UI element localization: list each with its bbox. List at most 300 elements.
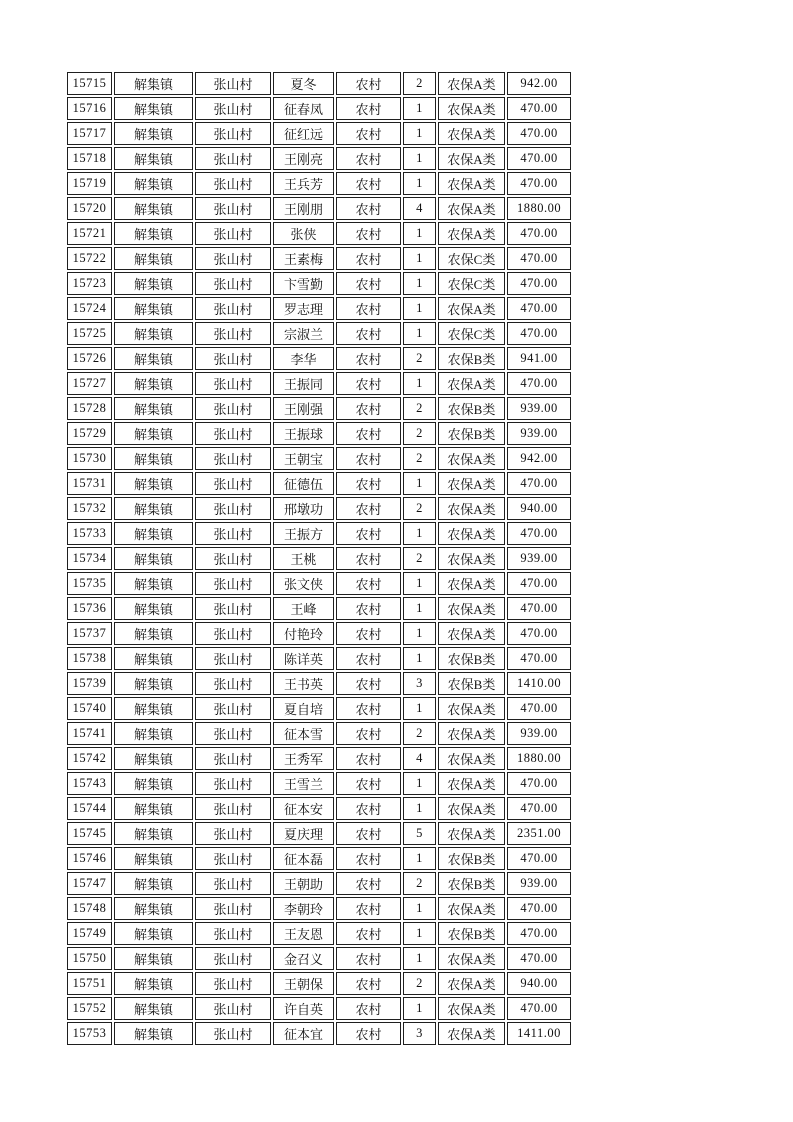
town-cell: 解集镇 xyxy=(114,72,193,95)
record-id-cell: 15753 xyxy=(67,1022,112,1045)
count-cell: 2 xyxy=(403,347,436,370)
amount-cell: 939.00 xyxy=(507,722,571,745)
amount-cell: 940.00 xyxy=(507,972,571,995)
count-cell: 1 xyxy=(403,322,436,345)
insurance-type-cell: 农保A类 xyxy=(438,222,505,245)
table-row xyxy=(67,547,571,570)
amount-cell: 470.00 xyxy=(507,772,571,795)
category-cell: 农村 xyxy=(336,472,401,495)
count-cell: 4 xyxy=(403,197,436,220)
village-cell: 张山村 xyxy=(195,597,271,620)
amount-cell: 1880.00 xyxy=(507,747,571,770)
count-cell: 1 xyxy=(403,922,436,945)
village-cell: 张山村 xyxy=(195,372,271,395)
record-id-cell: 15736 xyxy=(67,597,112,620)
amount-cell: 939.00 xyxy=(507,422,571,445)
town-cell: 解集镇 xyxy=(114,822,193,845)
village-cell: 张山村 xyxy=(195,922,271,945)
name-cell: 王桃 xyxy=(273,547,334,570)
count-cell: 1 xyxy=(403,947,436,970)
name-cell: 王素梅 xyxy=(273,247,334,270)
insurance-type-cell: 农保B类 xyxy=(438,347,505,370)
village-cell: 张山村 xyxy=(195,172,271,195)
village-cell: 张山村 xyxy=(195,97,271,120)
insurance-type-cell: 农保C类 xyxy=(438,272,505,295)
village-cell: 张山村 xyxy=(195,547,271,570)
town-cell: 解集镇 xyxy=(114,422,193,445)
name-cell: 邢墩功 xyxy=(273,497,334,520)
name-cell: 李朝玲 xyxy=(273,897,334,920)
category-cell: 农村 xyxy=(336,172,401,195)
amount-cell: 941.00 xyxy=(507,347,571,370)
town-cell: 解集镇 xyxy=(114,722,193,745)
name-cell: 王友恩 xyxy=(273,922,334,945)
town-cell: 解集镇 xyxy=(114,147,193,170)
name-cell: 征德伍 xyxy=(273,472,334,495)
insurance-type-cell: 农保A类 xyxy=(438,697,505,720)
insurance-type-cell: 农保A类 xyxy=(438,372,505,395)
town-cell: 解集镇 xyxy=(114,997,193,1020)
town-cell: 解集镇 xyxy=(114,397,193,420)
insurance-type-cell: 农保A类 xyxy=(438,772,505,795)
town-cell: 解集镇 xyxy=(114,372,193,395)
table-row xyxy=(67,522,571,545)
insurance-type-cell: 农保B类 xyxy=(438,397,505,420)
town-cell: 解集镇 xyxy=(114,447,193,470)
village-cell: 张山村 xyxy=(195,847,271,870)
town-cell: 解集镇 xyxy=(114,197,193,220)
table-row xyxy=(67,497,571,520)
town-cell: 解集镇 xyxy=(114,522,193,545)
insurance-type-cell: 农保A类 xyxy=(438,572,505,595)
insurance-type-cell: 农保A类 xyxy=(438,172,505,195)
village-cell: 张山村 xyxy=(195,972,271,995)
insurance-type-cell: 农保A类 xyxy=(438,447,505,470)
town-cell: 解集镇 xyxy=(114,947,193,970)
name-cell: 夏庆理 xyxy=(273,822,334,845)
amount-cell: 939.00 xyxy=(507,872,571,895)
village-cell: 张山村 xyxy=(195,822,271,845)
amount-cell: 470.00 xyxy=(507,522,571,545)
record-id-cell: 15724 xyxy=(67,297,112,320)
village-cell: 张山村 xyxy=(195,297,271,320)
record-id-cell: 15722 xyxy=(67,247,112,270)
table-row xyxy=(67,672,571,695)
category-cell: 农村 xyxy=(336,422,401,445)
record-id-cell: 15731 xyxy=(67,472,112,495)
record-id-cell: 15737 xyxy=(67,622,112,645)
name-cell: 王雪兰 xyxy=(273,772,334,795)
town-cell: 解集镇 xyxy=(114,647,193,670)
category-cell: 农村 xyxy=(336,247,401,270)
count-cell: 2 xyxy=(403,972,436,995)
name-cell: 王朝保 xyxy=(273,972,334,995)
amount-cell: 470.00 xyxy=(507,247,571,270)
count-cell: 1 xyxy=(403,572,436,595)
category-cell: 农村 xyxy=(336,122,401,145)
town-cell: 解集镇 xyxy=(114,472,193,495)
record-id-cell: 15748 xyxy=(67,897,112,920)
record-id-cell: 15738 xyxy=(67,647,112,670)
count-cell: 1 xyxy=(403,847,436,870)
amount-cell: 470.00 xyxy=(507,922,571,945)
name-cell: 张侠 xyxy=(273,222,334,245)
village-cell: 张山村 xyxy=(195,1022,271,1045)
amount-cell: 939.00 xyxy=(507,547,571,570)
name-cell: 付艳玲 xyxy=(273,622,334,645)
record-id-cell: 15729 xyxy=(67,422,112,445)
insurance-type-cell: 农保C类 xyxy=(438,322,505,345)
category-cell: 农村 xyxy=(336,647,401,670)
count-cell: 1 xyxy=(403,597,436,620)
table-row xyxy=(67,572,571,595)
name-cell: 卞雪勤 xyxy=(273,272,334,295)
insurance-type-cell: 农保C类 xyxy=(438,247,505,270)
category-cell: 农村 xyxy=(336,797,401,820)
table-row xyxy=(67,722,571,745)
amount-cell: 470.00 xyxy=(507,847,571,870)
category-cell: 农村 xyxy=(336,497,401,520)
town-cell: 解集镇 xyxy=(114,497,193,520)
name-cell: 王振同 xyxy=(273,372,334,395)
table-row xyxy=(67,272,571,295)
insurance-type-cell: 农保B类 xyxy=(438,872,505,895)
table-row xyxy=(67,247,571,270)
record-id-cell: 15741 xyxy=(67,722,112,745)
record-id-cell: 15725 xyxy=(67,322,112,345)
town-cell: 解集镇 xyxy=(114,897,193,920)
record-id-cell: 15749 xyxy=(67,922,112,945)
amount-cell: 470.00 xyxy=(507,947,571,970)
town-cell: 解集镇 xyxy=(114,622,193,645)
category-cell: 农村 xyxy=(336,572,401,595)
insurance-type-cell: 农保A类 xyxy=(438,1022,505,1045)
table-row xyxy=(67,422,571,445)
name-cell: 征本安 xyxy=(273,797,334,820)
table-row xyxy=(67,872,571,895)
amount-cell: 470.00 xyxy=(507,647,571,670)
record-id-cell: 15745 xyxy=(67,822,112,845)
category-cell: 农村 xyxy=(336,272,401,295)
count-cell: 1 xyxy=(403,522,436,545)
amount-cell: 942.00 xyxy=(507,447,571,470)
village-cell: 张山村 xyxy=(195,247,271,270)
count-cell: 3 xyxy=(403,672,436,695)
table-row xyxy=(67,397,571,420)
count-cell: 2 xyxy=(403,447,436,470)
record-id-cell: 15718 xyxy=(67,147,112,170)
town-cell: 解集镇 xyxy=(114,1022,193,1045)
category-cell: 农村 xyxy=(336,597,401,620)
table-row xyxy=(67,172,571,195)
count-cell: 1 xyxy=(403,697,436,720)
amount-cell: 1411.00 xyxy=(507,1022,571,1045)
town-cell: 解集镇 xyxy=(114,347,193,370)
count-cell: 1 xyxy=(403,147,436,170)
amount-cell: 2351.00 xyxy=(507,822,571,845)
town-cell: 解集镇 xyxy=(114,547,193,570)
name-cell: 许自英 xyxy=(273,997,334,1020)
town-cell: 解集镇 xyxy=(114,572,193,595)
amount-cell: 470.00 xyxy=(507,997,571,1020)
category-cell: 农村 xyxy=(336,1022,401,1045)
village-cell: 张山村 xyxy=(195,322,271,345)
name-cell: 征春凤 xyxy=(273,97,334,120)
town-cell: 解集镇 xyxy=(114,297,193,320)
table-row xyxy=(67,447,571,470)
amount-cell: 470.00 xyxy=(507,897,571,920)
amount-cell: 939.00 xyxy=(507,397,571,420)
table-row xyxy=(67,822,571,845)
insurance-type-cell: 农保A类 xyxy=(438,822,505,845)
village-cell: 张山村 xyxy=(195,672,271,695)
village-cell: 张山村 xyxy=(195,947,271,970)
village-cell: 张山村 xyxy=(195,472,271,495)
record-id-cell: 15743 xyxy=(67,772,112,795)
category-cell: 农村 xyxy=(336,72,401,95)
town-cell: 解集镇 xyxy=(114,847,193,870)
amount-cell: 470.00 xyxy=(507,97,571,120)
count-cell: 3 xyxy=(403,1022,436,1045)
insurance-type-cell: 农保A类 xyxy=(438,522,505,545)
amount-cell: 470.00 xyxy=(507,472,571,495)
village-cell: 张山村 xyxy=(195,147,271,170)
count-cell: 2 xyxy=(403,722,436,745)
amount-cell: 470.00 xyxy=(507,122,571,145)
category-cell: 农村 xyxy=(336,447,401,470)
name-cell: 王朝宝 xyxy=(273,447,334,470)
amount-cell: 940.00 xyxy=(507,497,571,520)
town-cell: 解集镇 xyxy=(114,697,193,720)
village-cell: 张山村 xyxy=(195,522,271,545)
amount-cell: 470.00 xyxy=(507,322,571,345)
village-cell: 张山村 xyxy=(195,622,271,645)
count-cell: 5 xyxy=(403,822,436,845)
insurance-type-cell: 农保A类 xyxy=(438,147,505,170)
count-cell: 2 xyxy=(403,497,436,520)
insurance-type-cell: 农保A类 xyxy=(438,72,505,95)
count-cell: 1 xyxy=(403,222,436,245)
amount-cell: 942.00 xyxy=(507,72,571,95)
record-id-cell: 15733 xyxy=(67,522,112,545)
category-cell: 农村 xyxy=(336,372,401,395)
count-cell: 1 xyxy=(403,797,436,820)
record-id-cell: 15740 xyxy=(67,697,112,720)
village-cell: 张山村 xyxy=(195,797,271,820)
insurance-type-cell: 农保B类 xyxy=(438,922,505,945)
town-cell: 解集镇 xyxy=(114,122,193,145)
name-cell: 王秀军 xyxy=(273,747,334,770)
name-cell: 王刚强 xyxy=(273,397,334,420)
amount-cell: 470.00 xyxy=(507,372,571,395)
town-cell: 解集镇 xyxy=(114,772,193,795)
name-cell: 王峰 xyxy=(273,597,334,620)
category-cell: 农村 xyxy=(336,872,401,895)
amount-cell: 470.00 xyxy=(507,572,571,595)
record-id-cell: 15752 xyxy=(67,997,112,1020)
count-cell: 1 xyxy=(403,272,436,295)
village-cell: 张山村 xyxy=(195,997,271,1020)
record-id-cell: 15717 xyxy=(67,122,112,145)
count-cell: 1 xyxy=(403,122,436,145)
table-row xyxy=(67,797,571,820)
name-cell: 金召义 xyxy=(273,947,334,970)
count-cell: 1 xyxy=(403,897,436,920)
table-row xyxy=(67,647,571,670)
count-cell: 1 xyxy=(403,372,436,395)
name-cell: 宗淑兰 xyxy=(273,322,334,345)
category-cell: 农村 xyxy=(336,622,401,645)
name-cell: 王书英 xyxy=(273,672,334,695)
insurance-type-cell: 农保A类 xyxy=(438,972,505,995)
record-id-cell: 15750 xyxy=(67,947,112,970)
insurance-type-cell: 农保A类 xyxy=(438,597,505,620)
category-cell: 农村 xyxy=(336,747,401,770)
insurance-type-cell: 农保A类 xyxy=(438,472,505,495)
table-row xyxy=(67,97,571,120)
count-cell: 1 xyxy=(403,622,436,645)
record-id-cell: 15744 xyxy=(67,797,112,820)
amount-cell: 470.00 xyxy=(507,172,571,195)
amount-cell: 470.00 xyxy=(507,272,571,295)
insurance-type-cell: 农保A类 xyxy=(438,497,505,520)
record-id-cell: 15747 xyxy=(67,872,112,895)
category-cell: 农村 xyxy=(336,97,401,120)
name-cell: 夏自培 xyxy=(273,697,334,720)
name-cell: 王振球 xyxy=(273,422,334,445)
village-cell: 张山村 xyxy=(195,647,271,670)
name-cell: 征本磊 xyxy=(273,847,334,870)
category-cell: 农村 xyxy=(336,222,401,245)
category-cell: 农村 xyxy=(336,697,401,720)
insurance-type-cell: 农保A类 xyxy=(438,747,505,770)
table-row xyxy=(67,1022,571,1045)
record-id-cell: 15726 xyxy=(67,347,112,370)
village-cell: 张山村 xyxy=(195,272,271,295)
table-row xyxy=(67,222,571,245)
record-id-cell: 15716 xyxy=(67,97,112,120)
town-cell: 解集镇 xyxy=(114,222,193,245)
category-cell: 农村 xyxy=(336,547,401,570)
name-cell: 夏冬 xyxy=(273,72,334,95)
insurance-type-cell: 农保A类 xyxy=(438,197,505,220)
table-row xyxy=(67,847,571,870)
record-id-cell: 15727 xyxy=(67,372,112,395)
table-row xyxy=(67,347,571,370)
category-cell: 农村 xyxy=(336,722,401,745)
table-row xyxy=(67,372,571,395)
village-cell: 张山村 xyxy=(195,397,271,420)
record-id-cell: 15735 xyxy=(67,572,112,595)
record-id-cell: 15720 xyxy=(67,197,112,220)
insurance-type-cell: 农保B类 xyxy=(438,847,505,870)
count-cell: 1 xyxy=(403,297,436,320)
category-cell: 农村 xyxy=(336,897,401,920)
village-cell: 张山村 xyxy=(195,497,271,520)
category-cell: 农村 xyxy=(336,297,401,320)
name-cell: 陈详英 xyxy=(273,647,334,670)
amount-cell: 470.00 xyxy=(507,697,571,720)
category-cell: 农村 xyxy=(336,972,401,995)
count-cell: 2 xyxy=(403,72,436,95)
count-cell: 2 xyxy=(403,397,436,420)
village-cell: 张山村 xyxy=(195,747,271,770)
table-row xyxy=(67,897,571,920)
town-cell: 解集镇 xyxy=(114,597,193,620)
record-id-cell: 15742 xyxy=(67,747,112,770)
record-id-cell: 15730 xyxy=(67,447,112,470)
count-cell: 4 xyxy=(403,747,436,770)
record-id-cell: 15715 xyxy=(67,72,112,95)
name-cell: 征红远 xyxy=(273,122,334,145)
count-cell: 1 xyxy=(403,647,436,670)
insurance-type-cell: 农保A类 xyxy=(438,122,505,145)
town-cell: 解集镇 xyxy=(114,172,193,195)
count-cell: 2 xyxy=(403,547,436,570)
table-row xyxy=(67,197,571,220)
amount-cell: 470.00 xyxy=(507,222,571,245)
record-id-cell: 15751 xyxy=(67,972,112,995)
insurance-type-cell: 农保A类 xyxy=(438,547,505,570)
amount-cell: 470.00 xyxy=(507,147,571,170)
town-cell: 解集镇 xyxy=(114,872,193,895)
insurance-type-cell: 农保A类 xyxy=(438,297,505,320)
town-cell: 解集镇 xyxy=(114,322,193,345)
name-cell: 王刚朋 xyxy=(273,197,334,220)
name-cell: 李华 xyxy=(273,347,334,370)
count-cell: 2 xyxy=(403,872,436,895)
amount-cell: 470.00 xyxy=(507,297,571,320)
village-cell: 张山村 xyxy=(195,447,271,470)
village-cell: 张山村 xyxy=(195,772,271,795)
name-cell: 王振方 xyxy=(273,522,334,545)
record-id-cell: 15746 xyxy=(67,847,112,870)
count-cell: 1 xyxy=(403,247,436,270)
village-cell: 张山村 xyxy=(195,122,271,145)
amount-cell: 470.00 xyxy=(507,622,571,645)
table-row xyxy=(67,922,571,945)
table-row xyxy=(67,597,571,620)
town-cell: 解集镇 xyxy=(114,747,193,770)
category-cell: 农村 xyxy=(336,822,401,845)
count-cell: 1 xyxy=(403,472,436,495)
town-cell: 解集镇 xyxy=(114,922,193,945)
village-cell: 张山村 xyxy=(195,697,271,720)
category-cell: 农村 xyxy=(336,147,401,170)
insurance-type-cell: 农保A类 xyxy=(438,722,505,745)
count-cell: 1 xyxy=(403,997,436,1020)
table-body xyxy=(67,72,571,1045)
insurance-type-cell: 农保A类 xyxy=(438,947,505,970)
category-cell: 农村 xyxy=(336,322,401,345)
category-cell: 农村 xyxy=(336,672,401,695)
table-row xyxy=(67,122,571,145)
name-cell: 王朝助 xyxy=(273,872,334,895)
pension-roster-table xyxy=(65,70,573,1047)
town-cell: 解集镇 xyxy=(114,672,193,695)
amount-cell: 470.00 xyxy=(507,597,571,620)
village-cell: 张山村 xyxy=(195,572,271,595)
insurance-type-cell: 农保B类 xyxy=(438,672,505,695)
table-row xyxy=(67,147,571,170)
table-row xyxy=(67,772,571,795)
insurance-type-cell: 农保A类 xyxy=(438,897,505,920)
insurance-type-cell: 农保A类 xyxy=(438,797,505,820)
record-id-cell: 15734 xyxy=(67,547,112,570)
category-cell: 农村 xyxy=(336,922,401,945)
table-row xyxy=(67,322,571,345)
record-id-cell: 15732 xyxy=(67,497,112,520)
